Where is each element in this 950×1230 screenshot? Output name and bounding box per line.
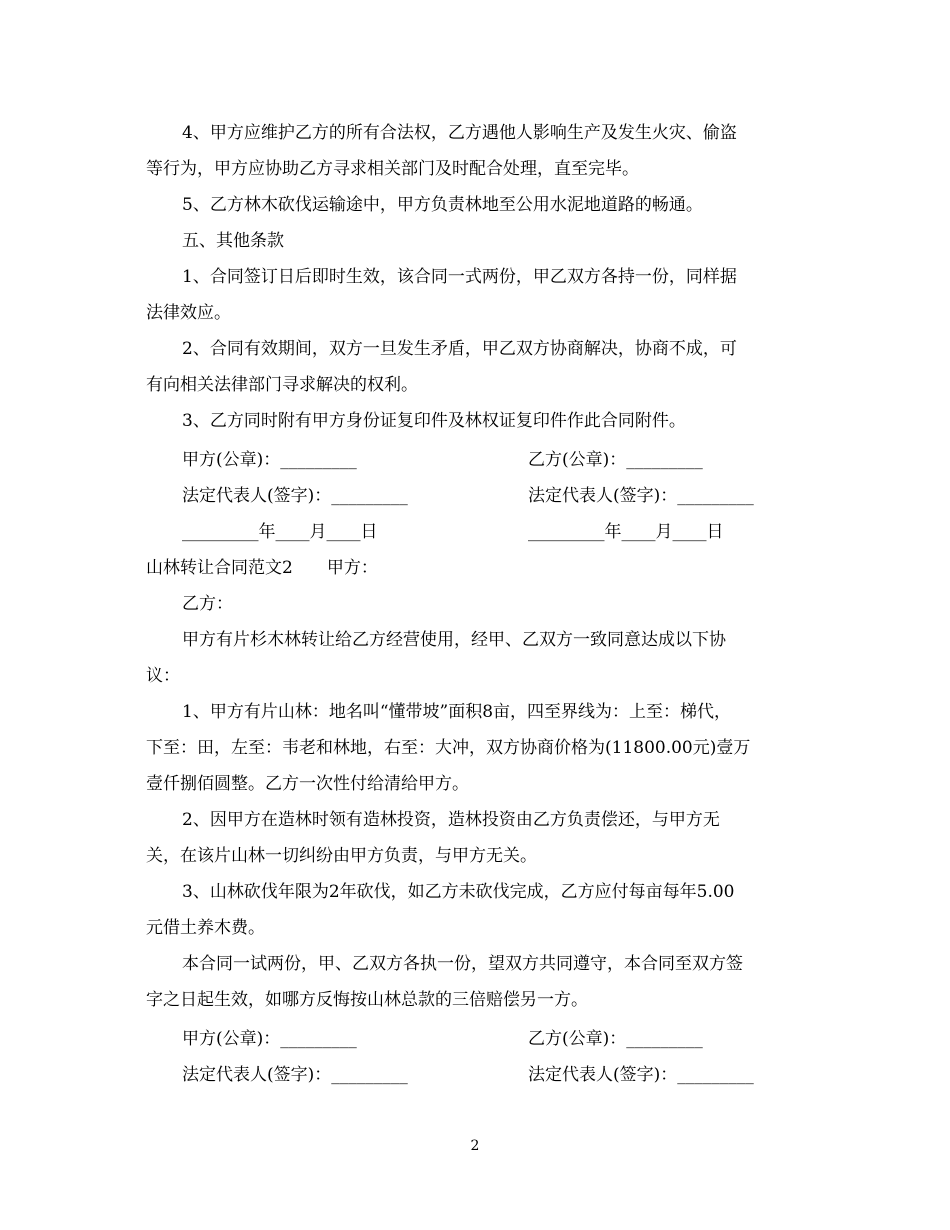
page-number: 2	[470, 1138, 480, 1154]
contract-2-title: 山林转让合同范文2 甲方：	[146, 558, 378, 578]
contract-2-closing-line-2: 字之日起生效，如哪方反悔按山林总款的三倍赔偿另一方。	[146, 990, 588, 1010]
other-term-3: 3、乙方同时附有甲方身份证复印件及林权证复印件作此合同附件。	[182, 411, 686, 431]
contract-2-party-b: 乙方：	[182, 594, 233, 614]
other-term-2-line-2: 有向相关法律部门寻求解决的权利。	[146, 375, 418, 395]
party-a-seal: 甲方(公章)：_________	[182, 450, 357, 470]
contract-2-article-3-line-1: 3、山林砍伐年限为2年砍伐，如乙方未砍伐完成，乙方应付每亩每年5.00	[182, 882, 735, 902]
contract-2-article-1-line-3: 壹仟捌佰圆整。乙方一次性付给清给甲方。	[146, 774, 469, 794]
party-b-date: _________年____月____日	[528, 522, 724, 542]
other-term-2-line-1: 2、合同有效期间，双方一旦发生矛盾，甲乙双方协商解决，协商不成，可	[182, 339, 737, 359]
contract-2-article-3-line-2: 元借土养木费。	[146, 918, 265, 938]
contract-2-article-1-line-2: 下至：田，左至：韦老和林地，右至：大冲，双方协商价格为(11800.00元)壹万	[146, 738, 751, 758]
contract-2-article-2-line-2: 关，在该片山林一切纠纷由甲方负责，与甲方无关。	[146, 846, 537, 866]
clause-4-line-2: 等行为，甲方应协助乙方寻求相关部门及时配合处理，直至完毕。	[146, 159, 639, 179]
contract-2-party-b-seal: 乙方(公章)：_________	[528, 1029, 703, 1049]
party-a-date: _________年____月____日	[182, 522, 378, 542]
party-b-representative: 法定代表人(签字)：_________	[528, 486, 754, 506]
contract-2-article-1-line-1: 1、甲方有片山林：地名叫“懂带坡”面积8亩，四至界线为：上至：梯代，	[182, 702, 732, 722]
contract-2-article-2-line-1: 2、因甲方在造林时领有造林投资，造林投资由乙方负责偿还，与甲方无	[182, 810, 720, 830]
other-term-1-line-2: 法律效应。	[146, 303, 231, 323]
contract-2-party-b-representative: 法定代表人(签字)：_________	[528, 1065, 754, 1085]
other-term-1-line-1: 1、合同签订日后即时生效，该合同一式两份，甲乙双方各持一份，同样据	[182, 267, 737, 287]
contract-2-intro-line-2: 议：	[146, 666, 180, 686]
clause-4-line-1: 4、甲方应维护乙方的所有合法权，乙方遇他人影响生产及发生火灾、偷盗	[182, 123, 737, 143]
clause-5: 5、乙方林木砍伐运输途中，甲方负责林地至公用水泥地道路的畅通。	[182, 195, 703, 215]
contract-2-party-a-seal: 甲方(公章)：_________	[182, 1029, 357, 1049]
contract-2-closing-line-1: 本合同一试两份，甲、乙双方各执一份，望双方共同遵守，本合同至双方签	[182, 954, 743, 974]
contract-2-intro-line-1: 甲方有片杉木林转让给乙方经营使用，经甲、乙双方一致同意达成以下协	[182, 630, 726, 650]
section-heading-other-terms: 五、其他条款	[182, 231, 284, 251]
contract-2-party-a-representative: 法定代表人(签字)：_________	[182, 1065, 408, 1085]
party-a-representative: 法定代表人(签字)：_________	[182, 486, 408, 506]
party-b-seal: 乙方(公章)：_________	[528, 450, 703, 470]
